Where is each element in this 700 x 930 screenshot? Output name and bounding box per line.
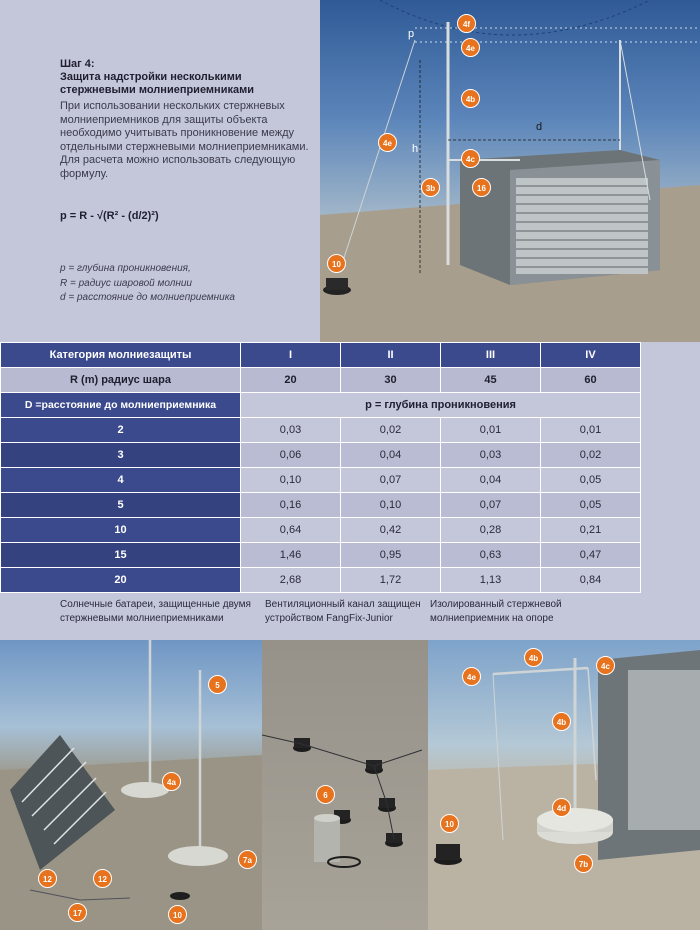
label-d: d: [536, 121, 543, 133]
value-cell: 0,07: [341, 468, 441, 493]
caption-isolated-rod: [430, 598, 630, 626]
value-cell: 0,16: [241, 493, 341, 518]
distance-cell: 15: [1, 543, 241, 568]
value-cell: 0,63: [441, 543, 541, 568]
legend-p: p = глубина проникновения,: [60, 263, 191, 274]
penetration-label: p = глубина проникновения: [241, 393, 641, 418]
marker-12: 12: [38, 869, 57, 888]
text-panel: [0, 0, 320, 342]
distance-cell: 5: [1, 493, 241, 518]
marker-4b: 4b: [552, 712, 571, 731]
marker-4a: 4a: [162, 772, 181, 791]
table-row: [1, 518, 641, 543]
marker-6: 6: [316, 785, 335, 804]
value-cell: 0,02: [541, 443, 641, 468]
category-3: III: [441, 343, 541, 368]
value-cell: 0,04: [341, 443, 441, 468]
marker-4f: 4f: [457, 14, 476, 33]
value-cell: 0,95: [341, 543, 441, 568]
marker-7b: 7b: [574, 854, 593, 873]
value-cell: 1,46: [241, 543, 341, 568]
caption-line: устройством FangFix-Junior: [265, 613, 393, 624]
marker-4b-top: 4b: [524, 648, 543, 667]
value-cell: 0,21: [541, 518, 641, 543]
radius-label: R (m) радиус шара: [1, 368, 241, 393]
marker-4e-left: 4e: [378, 133, 397, 152]
caption-line: стержневыми молниеприемниками: [60, 613, 224, 624]
legend-r: R = радиус шаровой молнии: [60, 277, 192, 289]
table-header-row: [1, 343, 641, 368]
table-row: [1, 468, 641, 493]
category-label: Категория молниезащиты: [1, 343, 241, 368]
value-cell: 0,47: [541, 543, 641, 568]
photo-solar-panels: [0, 640, 262, 930]
category-2: II: [341, 343, 441, 368]
category-1: I: [241, 343, 341, 368]
value-cell: 0,10: [341, 493, 441, 518]
distance-cell: 2: [1, 418, 241, 443]
table-row: [1, 443, 641, 468]
caption-line: Вентиляционный канал защищен: [265, 599, 421, 610]
penetration-depth-table: [0, 342, 641, 593]
step-title: [60, 58, 310, 97]
radius-value: 30: [341, 368, 441, 393]
photo-vent-illustration: [262, 640, 428, 930]
distance-cell: 3: [1, 443, 241, 468]
caption-vent: [265, 598, 430, 626]
marker-4e: 4e: [462, 667, 481, 686]
marker-4b: 4b: [461, 89, 480, 108]
marker-7a: 7a: [238, 850, 257, 869]
distance-cell: 10: [1, 518, 241, 543]
caption-line: Солнечные батареи, защищенные двумя: [60, 599, 251, 610]
distance-header-row: [1, 393, 641, 418]
distance-label: D =расстояние до молниеприемника: [1, 393, 241, 418]
value-cell: 1,72: [341, 568, 441, 593]
marker-10: 10: [440, 814, 459, 833]
value-cell: 0,03: [441, 443, 541, 468]
legend-d: d = расстояние до молниеприемника: [60, 292, 235, 303]
distance-cell: 4: [1, 468, 241, 493]
radius-value: 20: [241, 368, 341, 393]
table-row: [1, 543, 641, 568]
marker-4c: 4c: [461, 149, 480, 168]
table-row: [1, 568, 641, 593]
marker-10: 10: [327, 254, 346, 273]
formula: p = R - √(R² - (d/2)²): [60, 210, 159, 222]
table-row: [1, 418, 641, 443]
radius-row: [1, 368, 641, 393]
table-body: [1, 418, 641, 593]
value-cell: 0,07: [441, 493, 541, 518]
distance-cell: 20: [1, 568, 241, 593]
marker-4d: 4d: [552, 798, 571, 817]
formula-legend: [60, 262, 310, 306]
value-cell: 1,13: [441, 568, 541, 593]
marker-4e-top: 4e: [461, 38, 480, 57]
top-photo-illustration: [320, 0, 700, 342]
value-cell: 0,06: [241, 443, 341, 468]
value-cell: 0,64: [241, 518, 341, 543]
value-cell: 0,03: [241, 418, 341, 443]
value-cell: 0,84: [541, 568, 641, 593]
caption-line: молниеприемник на опоре: [430, 613, 554, 624]
value-cell: 0,01: [441, 418, 541, 443]
value-cell: 0,01: [541, 418, 641, 443]
value-cell: 0,05: [541, 493, 641, 518]
marker-3b: 3b: [421, 178, 440, 197]
table-row: [1, 493, 641, 518]
value-cell: 0,05: [541, 468, 641, 493]
step-number: Шаг 4:: [60, 58, 95, 70]
marker-5: 5: [208, 675, 227, 694]
top-photo-rooftop-unit: [320, 0, 700, 342]
label-p: p: [408, 28, 415, 40]
value-cell: 0,10: [241, 468, 341, 493]
value-cell: 0,02: [341, 418, 441, 443]
marker-4c: 4c: [596, 656, 615, 675]
value-cell: 0,28: [441, 518, 541, 543]
value-cell: 0,04: [441, 468, 541, 493]
radius-value: 60: [541, 368, 641, 393]
label-h: h: [412, 143, 419, 155]
caption-solar: [60, 598, 260, 626]
radius-value: 45: [441, 368, 541, 393]
value-cell: 0,42: [341, 518, 441, 543]
value-cell: 2,68: [241, 568, 341, 593]
marker-10: 10: [168, 905, 187, 924]
photo-vent-channel: [262, 640, 428, 930]
marker-17: 17: [68, 903, 87, 922]
photo-isolated-rod: [428, 640, 700, 930]
step-body: При использовании нескольких стержневых молниеприемников для защиты объекта необходимо учитывать проникновение между отдельными стержневыми молниеприемниками. Для расчета можно использовать следующую формулу.: [60, 100, 309, 180]
marker-16: 16: [472, 178, 491, 197]
marker-12: 12: [93, 869, 112, 888]
step-heading: Защита надстройки несколькими стержневыми молниеприемниками: [60, 71, 254, 96]
category-4: IV: [541, 343, 641, 368]
caption-line: Изолированный стержневой: [430, 599, 562, 610]
